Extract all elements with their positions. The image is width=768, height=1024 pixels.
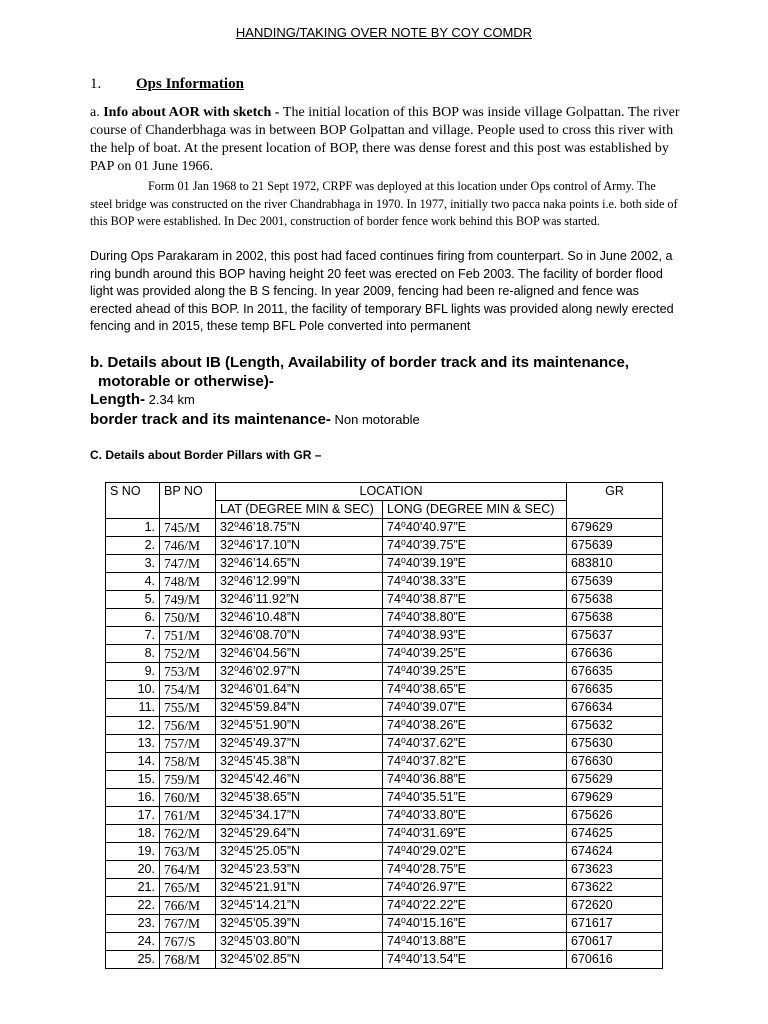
table-row (106, 879, 663, 897)
lat-cell: 32⁰45’42.46”N (216, 771, 383, 789)
gr-cell: 675639 (567, 573, 663, 591)
table-row (106, 555, 663, 573)
long-cell: 74⁰40'22.22”E (383, 897, 567, 915)
gr-cell: 670616 (567, 951, 663, 969)
table-row (106, 753, 663, 771)
sno-cell: 21. (106, 879, 160, 897)
document-title: HANDING/TAKING OVER NOTE BY COY COMDR (235, 25, 533, 40)
section-b-heading (90, 353, 690, 391)
track-line (90, 411, 420, 428)
sno-cell: 8. (106, 645, 160, 663)
gr-cell: 676634 (567, 699, 663, 717)
bp-no-cell: 758/M (160, 753, 216, 771)
table-row (106, 663, 663, 681)
lat-cell: 32⁰46’08.70”N (216, 627, 383, 645)
long-cell: 74⁰40'13.88”E (383, 933, 567, 951)
sno-cell: 17. (106, 807, 160, 825)
sno-cell: 20. (106, 861, 160, 879)
lat-cell: 32⁰46’18.75”N (216, 519, 383, 537)
bp-no-cell: 747/M (160, 555, 216, 573)
long-cell: 74⁰40'13.54”E (383, 951, 567, 969)
paragraph-ops-parakaram: During Ops Parakaram in 2002, this post had faced continues firing from counterpart. So in June 2002, a ring bundh around this BOP having height 20 feet was erected on Feb 2003. The facility of border flood light was provided along the B S fencing. In year 2009, fencing had been re-aligned and fence was erected ahead of this BOP. In 2011, the facility of temporary BFL lights was provided along newly erected fencing and in 2015, these temp BFL Pole converted into permanent (90, 249, 674, 334)
bp-no-cell: 746/M (160, 537, 216, 555)
lat-cell: 32⁰45’02.85”N (216, 951, 383, 969)
gr-cell: 671617 (567, 915, 663, 933)
table-row (106, 861, 663, 879)
sno-cell: 24. (106, 933, 160, 951)
bp-no-cell: 752/M (160, 645, 216, 663)
lat-cell: 32⁰46’02.97”N (216, 663, 383, 681)
sno-cell: 5. (106, 591, 160, 609)
table-row (106, 825, 663, 843)
long-cell: 74⁰40'31.69”E (383, 825, 567, 843)
sno-cell: 15. (106, 771, 160, 789)
lat-cell: 32⁰45’05.39”N (216, 915, 383, 933)
para-text: The initial location of this BOP was inside village Golpattan. The river course of Chanderbhaga was in between BOP Golpattan and village. People used to cross this river with the help of boat. At the present location of BOP, there was dense forest and this post was established by PAP on 01 June 1966. (90, 105, 680, 174)
gr-cell: 674624 (567, 843, 663, 861)
bp-no-cell: 754/M (160, 681, 216, 699)
bp-no-cell: 748/M (160, 573, 216, 591)
long-cell: 74⁰40'35.51”E (383, 789, 567, 807)
section-b-line2: motorable or otherwise)- (98, 373, 274, 390)
section-title: Ops Information (136, 76, 244, 92)
lat-cell: 32⁰46’04.56”N (216, 645, 383, 663)
bp-no-cell: 755/M (160, 699, 216, 717)
length-value: 2.34 km (144, 392, 195, 407)
long-cell: 74⁰40'36.88”E (383, 771, 567, 789)
lat-cell: 32⁰45’21.91”N (216, 879, 383, 897)
bp-no-cell: 761/M (160, 807, 216, 825)
table-row (106, 699, 663, 717)
table-row (106, 627, 663, 645)
gr-cell: 675637 (567, 627, 663, 645)
gr-cell: 675630 (567, 735, 663, 753)
lat-cell: 32⁰45’23.53”N (216, 861, 383, 879)
sno-cell: 9. (106, 663, 160, 681)
table-row (106, 681, 663, 699)
sno-cell: 18. (106, 825, 160, 843)
sno-cell: 10. (106, 681, 160, 699)
long-cell: 74⁰40'26.97”E (383, 879, 567, 897)
gr-cell: 675626 (567, 807, 663, 825)
gr-cell: 675638 (567, 591, 663, 609)
lat-cell: 32⁰45’59.84”N (216, 699, 383, 717)
long-cell: 74⁰40'38.65”E (383, 681, 567, 699)
bp-no-cell: 762/M (160, 825, 216, 843)
bp-no-cell: 745/M (160, 519, 216, 537)
table-row (106, 771, 663, 789)
bp-no-cell: 753/M (160, 663, 216, 681)
table-row (106, 735, 663, 753)
long-cell: 74⁰40'38.87”E (383, 591, 567, 609)
gr-cell: 679629 (567, 519, 663, 537)
sno-cell: 6. (106, 609, 160, 627)
long-cell: 74⁰40'33.80”E (383, 807, 567, 825)
sno-cell: 1. (106, 519, 160, 537)
table-row (106, 717, 663, 735)
section-1-heading (90, 76, 244, 93)
lat-cell: 32⁰45’25.05”N (216, 843, 383, 861)
long-cell: 74⁰40'39.19”E (383, 555, 567, 573)
gr-cell: 675632 (567, 717, 663, 735)
long-cell: 74⁰40'38.93”E (383, 627, 567, 645)
lat-cell: 32⁰45’45.38”N (216, 753, 383, 771)
sno-cell: 11. (106, 699, 160, 717)
long-cell: 74⁰40'28.75”E (383, 861, 567, 879)
para-lead: a. (90, 105, 104, 120)
length-line (90, 391, 195, 408)
section-number: 1. (90, 76, 102, 92)
bp-no-cell: 767/S (160, 933, 216, 951)
bp-no-cell: 759/M (160, 771, 216, 789)
lat-cell: 32⁰45’51.90”N (216, 717, 383, 735)
gr-cell: 676635 (567, 681, 663, 699)
gr-cell: 672620 (567, 897, 663, 915)
lat-cell: 32⁰46’14.65”N (216, 555, 383, 573)
long-cell: 74⁰40'39.25”E (383, 663, 567, 681)
long-cell: 74⁰40'37.82”E (383, 753, 567, 771)
bp-no-cell: 766/M (160, 897, 216, 915)
paragraph-crpf: Form 01 Jan 1968 to 21 Sept 1972, CRPF was deployed at this location under Ops control of Army. The steel bridge was constructed on the river Chandrabhaga in 1970. In 1977, initially two pacca naka points i.e. both side of this BOP were established. In Dec 2001, construction of border fence work behind this BOP was started. (90, 179, 678, 228)
table-row (106, 843, 663, 861)
bp-no-cell: 760/M (160, 789, 216, 807)
sno-cell: 22. (106, 897, 160, 915)
sno-cell: 25. (106, 951, 160, 969)
bp-no-cell: 763/M (160, 843, 216, 861)
sno-cell: 2. (106, 537, 160, 555)
lat-cell: 32⁰45’34.17”N (216, 807, 383, 825)
section-b-line1: b. Details about IB (Length, Availability of border track and its maintenance, (90, 354, 629, 371)
table-row (106, 609, 663, 627)
sno-cell: 19. (106, 843, 160, 861)
gr-cell: 676630 (567, 753, 663, 771)
sno-cell: 13. (106, 735, 160, 753)
lat-cell: 32⁰46’17.10”N (216, 537, 383, 555)
gr-cell: 670617 (567, 933, 663, 951)
para-bold-lead: Info about AOR with sketch - (103, 105, 283, 120)
lat-cell: 32⁰46’10.48”N (216, 609, 383, 627)
table-row (106, 807, 663, 825)
table-row (106, 933, 663, 951)
header-location: LOCATION (216, 483, 567, 501)
lat-cell: 32⁰46’12.99”N (216, 573, 383, 591)
bp-no-cell: 768/M (160, 951, 216, 969)
gr-cell: 683810 (567, 555, 663, 573)
gr-cell: 679629 (567, 789, 663, 807)
table-row (106, 537, 663, 555)
long-cell: 74⁰40'37.62”E (383, 735, 567, 753)
bp-no-cell: 750/M (160, 609, 216, 627)
long-cell: 74⁰40'29.02”E (383, 843, 567, 861)
long-cell: 74⁰40'39.25”E (383, 645, 567, 663)
sno-cell: 12. (106, 717, 160, 735)
long-cell: 74⁰40'39.75”E (383, 537, 567, 555)
long-cell: 74⁰40'38.26”E (383, 717, 567, 735)
gr-cell: 676635 (567, 663, 663, 681)
bp-no-cell: 767/M (160, 915, 216, 933)
long-cell: 74⁰40'40.97”E (383, 519, 567, 537)
sno-cell: 16. (106, 789, 160, 807)
table-row (106, 897, 663, 915)
long-cell: 74⁰40'39.07”E (383, 699, 567, 717)
gr-cell: 675638 (567, 609, 663, 627)
table-row (106, 519, 663, 537)
lat-cell: 32⁰45’38.65”N (216, 789, 383, 807)
header-long: LONG (DEGREE MIN & SEC) (383, 501, 567, 519)
sno-cell: 23. (106, 915, 160, 933)
bp-no-cell: 749/M (160, 591, 216, 609)
lat-cell: 32⁰45’03.80”N (216, 933, 383, 951)
gr-cell: 674625 (567, 825, 663, 843)
bp-no-cell: 757/M (160, 735, 216, 753)
header-gr: GR (567, 483, 663, 519)
long-cell: 74⁰40'15.16”E (383, 915, 567, 933)
header-bp-no: BP NO (160, 483, 216, 519)
table-row (106, 951, 663, 969)
table-row (106, 789, 663, 807)
track-value: Non motorable (330, 412, 420, 427)
bp-no-cell: 751/M (160, 627, 216, 645)
sno-cell: 4. (106, 573, 160, 591)
table-row (106, 573, 663, 591)
gr-cell: 675639 (567, 537, 663, 555)
track-label: border track and its maintenance- (90, 411, 331, 428)
header-lat: LAT (DEGREE MIN & SEC) (216, 501, 383, 519)
long-cell: 74⁰40'38.33”E (383, 573, 567, 591)
length-label: Length- (90, 391, 145, 408)
sno-cell: 14. (106, 753, 160, 771)
header-sno: S NO (106, 483, 160, 519)
lat-cell: 32⁰45’49.37”N (216, 735, 383, 753)
section-c-heading: C. Details about Border Pillars with GR – (90, 448, 322, 462)
table-row (106, 915, 663, 933)
table-row (106, 645, 663, 663)
border-pillars-table (105, 482, 663, 969)
gr-cell: 673622 (567, 879, 663, 897)
lat-cell: 32⁰46’01.64”N (216, 681, 383, 699)
lat-cell: 32⁰45’29.64”N (216, 825, 383, 843)
lat-cell: 32⁰45’14.21”N (216, 897, 383, 915)
long-cell: 74⁰40'38.80”E (383, 609, 567, 627)
bp-no-cell: 764/M (160, 861, 216, 879)
gr-cell: 676636 (567, 645, 663, 663)
sno-cell: 3. (106, 555, 160, 573)
paragraph-aor (90, 104, 680, 176)
bp-no-cell: 765/M (160, 879, 216, 897)
lat-cell: 32⁰46’11.92”N (216, 591, 383, 609)
gr-cell: 675629 (567, 771, 663, 789)
bp-no-cell: 756/M (160, 717, 216, 735)
gr-cell: 673623 (567, 861, 663, 879)
table-row (106, 591, 663, 609)
sno-cell: 7. (106, 627, 160, 645)
